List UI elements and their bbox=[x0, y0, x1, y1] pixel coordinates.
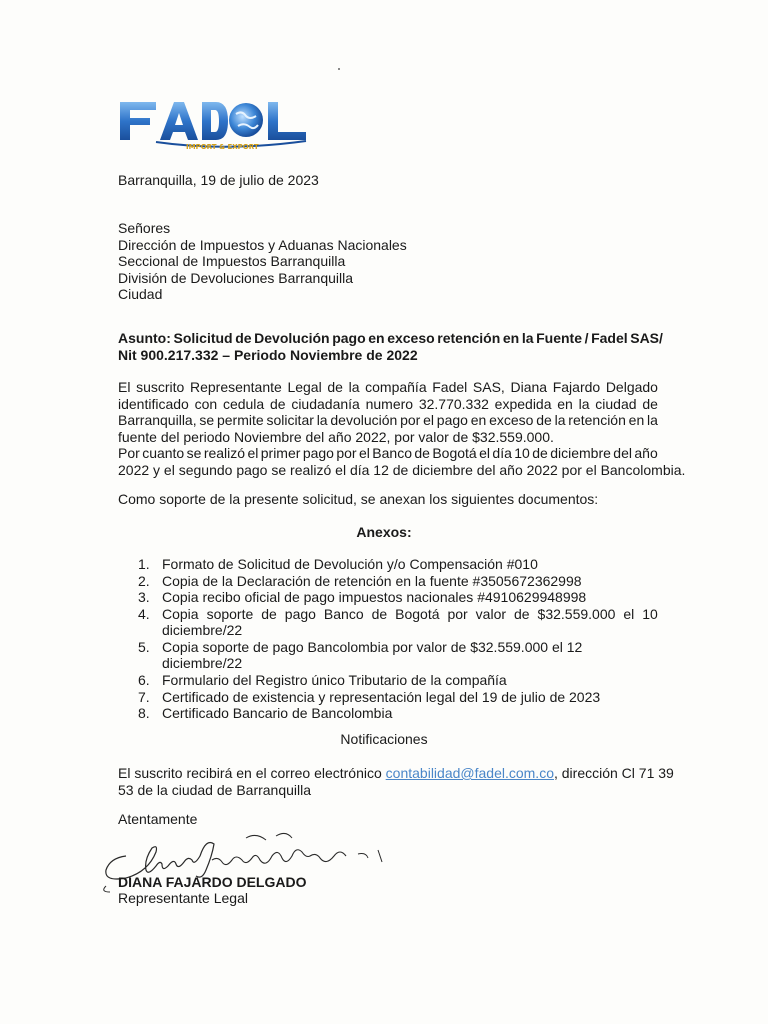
word: retención bbox=[437, 330, 501, 346]
word: la bbox=[521, 330, 534, 346]
word: pago bbox=[332, 330, 366, 346]
body-line bbox=[118, 445, 658, 462]
list-text: Certificado de existencia y representación legal del 19 de julio de 2023 bbox=[162, 688, 601, 705]
word: de bbox=[269, 395, 286, 412]
word: Fadel bbox=[432, 379, 468, 395]
word: por bbox=[447, 605, 468, 622]
word: numero bbox=[365, 395, 414, 412]
word: de bbox=[235, 330, 252, 346]
list-item bbox=[138, 589, 658, 606]
word: por bbox=[336, 445, 357, 461]
body-line: fuente del periodo Noviembre del año 2022, por valor de $32.559.000. bbox=[118, 428, 554, 445]
word: compañía bbox=[365, 379, 427, 395]
list-item bbox=[138, 573, 658, 590]
word: SAS/ bbox=[630, 330, 663, 346]
word: se bbox=[186, 445, 202, 461]
body-line bbox=[118, 379, 658, 396]
word: Fajardo bbox=[552, 379, 601, 395]
list-number: 3. bbox=[138, 589, 150, 606]
word: primer bbox=[260, 445, 301, 461]
scan-speck bbox=[338, 68, 340, 70]
word: el bbox=[247, 445, 259, 461]
notifications-line bbox=[118, 765, 674, 782]
word: 10 bbox=[642, 605, 658, 622]
list-number: 8. bbox=[138, 705, 150, 722]
word: del bbox=[613, 445, 632, 461]
word: Legal bbox=[287, 379, 322, 395]
word: Bogotá bbox=[432, 445, 477, 461]
word: en bbox=[368, 330, 385, 346]
word: Fadel bbox=[591, 330, 628, 346]
word: / bbox=[584, 330, 589, 346]
list-text: Copia recibo oficial de pago impuestos nacionales #4910629948998 bbox=[162, 589, 587, 606]
word: se bbox=[199, 412, 215, 428]
word: el bbox=[423, 412, 435, 428]
list-text: Formulario del Registro único Tributario de la compañía bbox=[162, 672, 507, 689]
word: Por bbox=[118, 445, 140, 461]
annexes-heading: Anexos: bbox=[356, 524, 412, 540]
word: $32.559.000 bbox=[537, 605, 616, 622]
email-link[interactable]: contabilidad@fadel.com.co bbox=[385, 765, 554, 781]
word: El bbox=[118, 379, 131, 395]
subject-line bbox=[118, 330, 663, 364]
word: en bbox=[470, 412, 487, 428]
closing-line: Atentamente bbox=[118, 811, 198, 827]
support-line: Como soporte de la presente solicitud, se anexan los siguientes documentos: bbox=[118, 491, 599, 507]
word: solicitar bbox=[266, 412, 314, 428]
list-item bbox=[138, 556, 658, 573]
word: permite bbox=[216, 412, 264, 428]
word: Bogotá bbox=[395, 605, 440, 622]
list-text: Certificado Bancario de Bancolombia bbox=[162, 705, 393, 722]
word: Delgado bbox=[605, 379, 658, 395]
list-item bbox=[138, 606, 658, 639]
subject-text: Nit 900.217.332 – Periodo Noviembre de 2022 bbox=[118, 347, 418, 363]
letter-date: Barranquilla, 19 de julio de 2023 bbox=[118, 172, 319, 188]
word: el bbox=[358, 445, 370, 461]
word: en bbox=[502, 330, 520, 346]
word: cuanto bbox=[142, 445, 185, 461]
body-line: 2022 y el segundo pago se realizó el día 12 de diciembre del año 2022 por el Bancolombia. bbox=[118, 461, 686, 478]
word: el bbox=[623, 605, 635, 622]
word: cedula bbox=[222, 395, 265, 412]
word: 32.770.332 bbox=[418, 395, 489, 412]
list-item bbox=[138, 705, 658, 722]
notifications-line: 53 de la ciudad de Barranquilla bbox=[118, 781, 312, 798]
word: Copia bbox=[162, 605, 199, 622]
word: Banco bbox=[323, 605, 364, 622]
word: Banco bbox=[372, 445, 412, 461]
word: de bbox=[371, 605, 388, 622]
word: Asunto: bbox=[118, 330, 171, 346]
recipient-line: Seccional de Impuestos Barranquilla bbox=[118, 253, 346, 269]
word: día bbox=[492, 445, 512, 461]
word: Solicitud bbox=[173, 330, 233, 346]
company-logo bbox=[116, 92, 316, 162]
word: de bbox=[514, 605, 530, 622]
word: diciembre bbox=[550, 445, 611, 461]
body-line bbox=[118, 412, 658, 429]
word: con bbox=[194, 395, 218, 412]
word: Devolución bbox=[254, 330, 330, 346]
word: suscrito bbox=[136, 379, 185, 395]
word: 10 bbox=[514, 445, 530, 461]
list-item bbox=[138, 639, 658, 672]
signer-name: DIANA FAJARDO DELGADO bbox=[118, 874, 307, 890]
notifications-paragraph bbox=[118, 765, 674, 798]
word: la bbox=[554, 412, 566, 428]
notifications-suffix: , dirección Cl 71 39 bbox=[553, 765, 674, 781]
notifications-prefix: El suscrito recibirá en el correo electrónico bbox=[118, 765, 386, 781]
list-text: Copia de la Declaración de retención en la fuente #3505672362998 bbox=[162, 572, 582, 589]
recipient-line: Dirección de Impuestos y Aduanas Nacionales bbox=[118, 236, 407, 253]
word: exceso bbox=[387, 330, 435, 346]
word: soporte bbox=[206, 605, 254, 622]
recipient-line: Ciudad bbox=[118, 286, 163, 302]
word: Representante bbox=[189, 379, 282, 395]
annex-list bbox=[138, 556, 658, 722]
word: pago bbox=[302, 445, 334, 461]
list-number: 1. bbox=[138, 556, 150, 572]
word: la bbox=[647, 412, 658, 428]
word: realizó bbox=[203, 445, 246, 461]
list-number: 7. bbox=[138, 688, 150, 705]
word: exceso bbox=[489, 412, 534, 428]
word: identificado bbox=[118, 395, 189, 412]
word: Diana bbox=[510, 379, 548, 395]
logo-tagline: IMPORT & EXPORT bbox=[186, 143, 259, 151]
list-text bbox=[162, 606, 658, 639]
recipient-line: Señores bbox=[118, 220, 171, 236]
word: la bbox=[578, 395, 590, 412]
word: devolución bbox=[330, 412, 398, 428]
list-text: Copia soporte de pago Bancolombia por valor de $32.559.000 el 12 diciembre/22 bbox=[162, 638, 583, 672]
word: de bbox=[536, 412, 552, 428]
list-text-line bbox=[162, 606, 658, 623]
word: SAS, bbox=[472, 379, 505, 395]
word: año bbox=[634, 445, 658, 461]
word: la bbox=[316, 412, 328, 428]
word: pago bbox=[436, 412, 468, 428]
word: de bbox=[327, 379, 343, 395]
list-number: 6. bbox=[138, 672, 150, 689]
body-line bbox=[118, 396, 658, 413]
list-number: 5. bbox=[138, 638, 150, 655]
word: de bbox=[414, 445, 430, 461]
word: en bbox=[557, 395, 573, 412]
list-number: 4. bbox=[138, 605, 150, 622]
word: Fuente bbox=[536, 330, 582, 346]
list-item bbox=[138, 672, 658, 689]
recipient-line: División de Devoluciones Barranquilla bbox=[118, 269, 354, 286]
word: el bbox=[479, 445, 491, 461]
word: ciudad bbox=[595, 395, 637, 412]
word: en bbox=[628, 412, 645, 428]
word: ciudadanía bbox=[291, 395, 360, 412]
recipient-block bbox=[118, 220, 407, 303]
body-paragraph bbox=[118, 379, 686, 478]
list-item bbox=[138, 689, 658, 706]
signer-role: Representante Legal bbox=[118, 890, 248, 906]
word: pago bbox=[284, 605, 316, 622]
word: de bbox=[532, 445, 548, 461]
word: expedida bbox=[494, 395, 552, 412]
notifications-heading: Notificaciones bbox=[340, 731, 428, 747]
word: valor bbox=[475, 605, 507, 622]
list-text: Formato de Solicitud de Devolución y/o Compensación #010 bbox=[162, 556, 538, 572]
subject-text bbox=[118, 330, 663, 347]
list-number: 2. bbox=[138, 572, 150, 589]
word: de bbox=[261, 605, 277, 622]
word: de bbox=[642, 395, 658, 412]
word: la bbox=[348, 379, 360, 395]
word: por bbox=[400, 412, 421, 428]
list-text-line: diciembre/22 bbox=[162, 622, 243, 639]
word: Barranquilla, bbox=[118, 412, 197, 428]
word: retención bbox=[568, 412, 626, 428]
